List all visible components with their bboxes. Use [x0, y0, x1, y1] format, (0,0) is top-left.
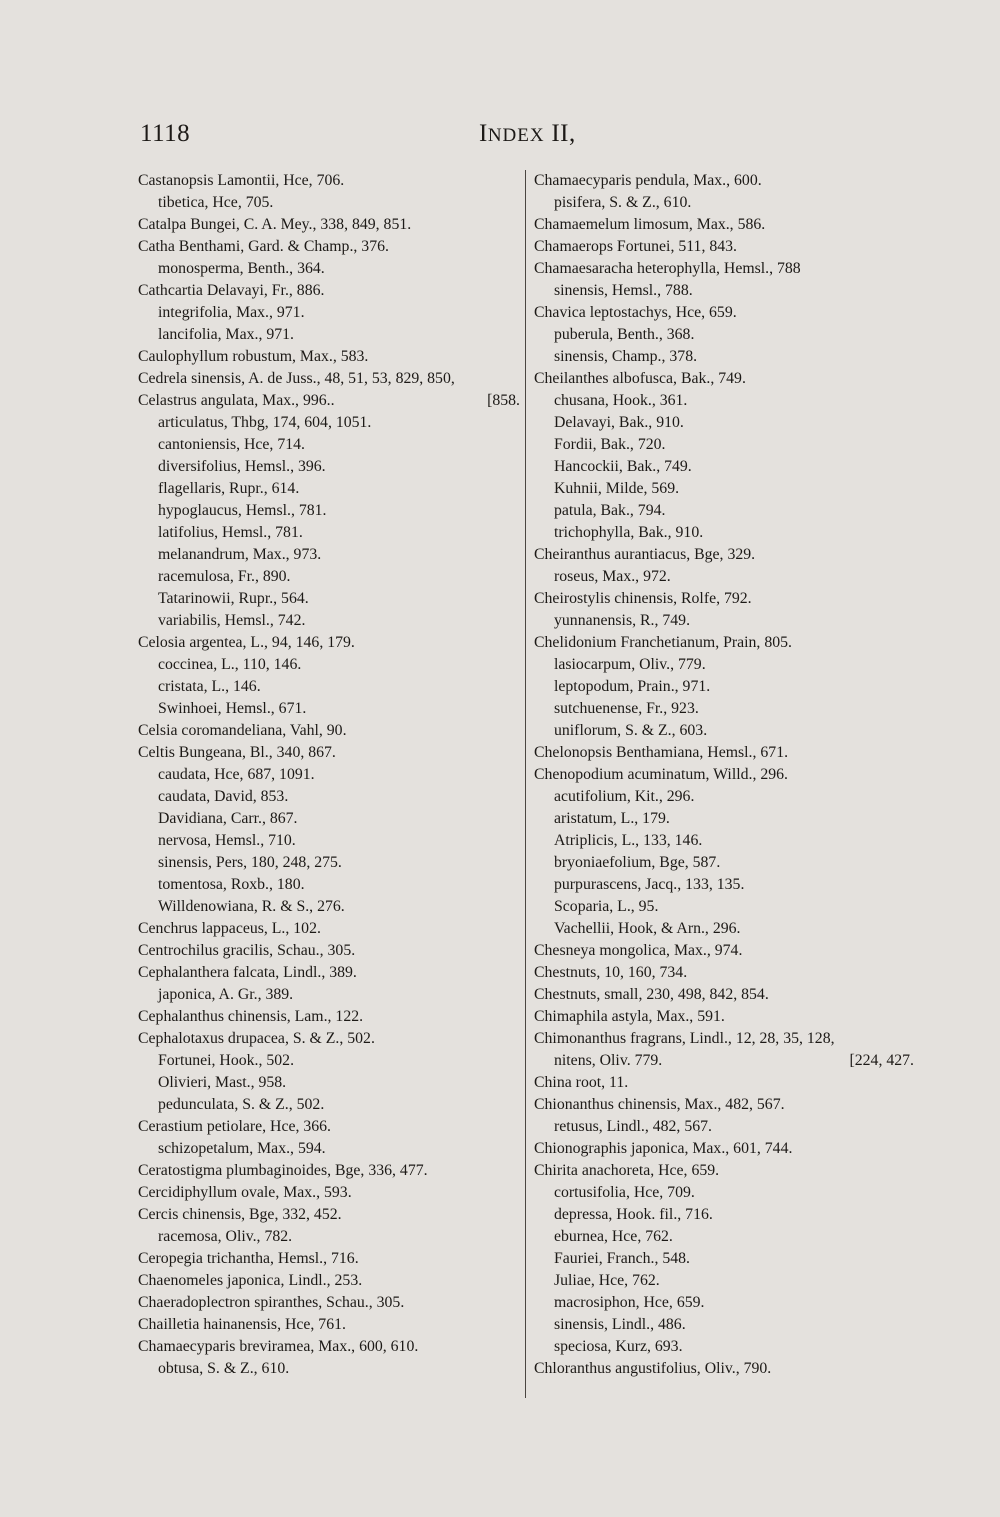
index-entry-text: cortusifolia, Hce, 709.	[554, 1184, 695, 1201]
index-entry-text: articulatus, Thbg, 174, 604, 1051.	[158, 414, 372, 431]
index-entry	[138, 808, 520, 830]
index-entry-text: Scoparia, L., 95.	[554, 898, 659, 915]
index-entry	[534, 434, 914, 456]
index-entry-text: flagellaris, Rupr., 614.	[158, 480, 300, 497]
index-entry-text: Chestnuts, 10, 160, 734.	[534, 964, 688, 981]
index-entry	[138, 1094, 520, 1116]
index-entry	[138, 192, 520, 214]
index-entry-text: acutifolium, Kit., 296.	[554, 788, 695, 805]
index-column-right	[534, 170, 914, 1380]
index-entry-text: Chamaecyparis pendula, Max., 600.	[534, 172, 762, 189]
index-entry	[138, 258, 520, 280]
index-entry	[534, 1072, 914, 1094]
index-entry	[534, 544, 914, 566]
index-entry-text: Willdenowiana, R. & S., 276.	[158, 898, 345, 915]
index-entry-text: nervosa, Hemsl., 710.	[158, 832, 296, 849]
index-entry	[534, 1292, 914, 1314]
index-entry	[534, 1270, 914, 1292]
index-entry-text: Kuhnii, Milde, 569.	[554, 480, 680, 497]
index-entry-text: tibetica, Hce, 705.	[158, 194, 274, 211]
index-entry	[138, 1160, 520, 1182]
index-entry	[534, 1116, 914, 1138]
index-entry	[138, 610, 520, 632]
index-entry-text: caudata, David, 853.	[158, 788, 289, 805]
index-entry-text: Cathcartia Delavayi, Fr., 886.	[138, 282, 325, 299]
index-entry-text: chusana, Hook., 361.	[554, 392, 688, 409]
index-entry	[534, 632, 914, 654]
index-entry	[138, 764, 520, 786]
running-head	[479, 120, 576, 148]
index-entry-text: racemulosa, Fr., 890.	[158, 568, 291, 585]
index-entry	[534, 302, 914, 324]
index-entry	[138, 654, 520, 676]
index-entry	[138, 478, 520, 500]
index-entry-continuation: [224, 427.	[849, 1052, 914, 1069]
index-entry-text: sutchuenense, Fr., 923.	[554, 700, 699, 717]
index-entry-text: Cheilanthes albofusca, Bak., 749.	[534, 370, 746, 387]
index-entry-text: Caulophyllum robustum, Max., 583.	[138, 348, 369, 365]
running-head-initial: I	[479, 120, 488, 147]
index-entry	[534, 1050, 914, 1072]
index-entry	[534, 566, 914, 588]
index-entry-text: Chamaesaracha heterophylla, Hemsl., 788	[534, 260, 801, 277]
index-entry	[138, 1292, 520, 1314]
index-entry	[534, 236, 914, 258]
index-entry-text: Chirita anachoreta, Hce, 659.	[534, 1162, 720, 1179]
index-entry-text: Celosia argentea, L., 94, 146, 179.	[138, 634, 355, 651]
index-entry-text: Delavayi, Bak., 910.	[554, 414, 684, 431]
index-entry	[534, 258, 914, 280]
index-entry	[138, 1006, 520, 1028]
index-entry	[138, 676, 520, 698]
index-entry	[534, 940, 914, 962]
index-entry-text: Chaenomeles japonica, Lindl., 253.	[138, 1272, 363, 1289]
index-entry	[534, 324, 914, 346]
index-entry-text: Tatarinowii, Rupr., 564.	[158, 590, 309, 607]
index-entry-text: Chionanthus chinensis, Max., 482, 567.	[534, 1096, 785, 1113]
index-entry-text: tomentosa, Roxb., 180.	[158, 876, 305, 893]
index-entry-text: Chamaecyparis breviramea, Max., 600, 610.	[138, 1338, 419, 1355]
index-entry	[138, 852, 520, 874]
index-entry-text: Chamaemelum limosum, Max., 586.	[534, 216, 766, 233]
index-entry-text: yunnanensis, R., 749.	[554, 612, 691, 629]
index-entry	[138, 1050, 520, 1072]
index-column-left	[138, 170, 520, 1380]
index-entry-text: sinensis, Lindl., 486.	[554, 1316, 686, 1333]
index-entry-text: aristatum, L., 179.	[554, 810, 670, 827]
index-entry	[534, 1160, 914, 1182]
index-entry	[138, 962, 520, 984]
index-entry-text: Hancockii, Bak., 749.	[554, 458, 692, 475]
index-entry-text: Juliae, Hce, 762.	[554, 1272, 660, 1289]
index-entry-text: Castanopsis Lamontii, Hce, 706.	[138, 172, 345, 189]
index-entry	[534, 1314, 914, 1336]
index-entry-text: integrifolia, Max., 971.	[158, 304, 305, 321]
index-entry	[138, 214, 520, 236]
index-entry-text: Cephalanthera falcata, Lindl., 389.	[138, 964, 357, 981]
index-entry	[138, 632, 520, 654]
index-entry	[534, 1028, 914, 1050]
index-entry	[138, 456, 520, 478]
index-entry-text: sinensis, Champ., 378.	[554, 348, 698, 365]
index-entry	[138, 280, 520, 302]
index-entry-text: racemosa, Oliv., 782.	[158, 1228, 293, 1245]
running-head-rest: NDEX	[487, 125, 545, 146]
index-entry	[138, 434, 520, 456]
index-entry	[534, 456, 914, 478]
index-entry-text: Cheirostylis chinensis, Rolfe, 792.	[534, 590, 752, 607]
index-entry	[138, 1116, 520, 1138]
index-entry-text: Cephalanthus chinensis, Lam., 122.	[138, 1008, 364, 1025]
index-entry-text: Cercidiphyllum ovale, Max., 593.	[138, 1184, 352, 1201]
index-entry	[138, 1138, 520, 1160]
index-entry	[138, 698, 520, 720]
index-entry	[138, 896, 520, 918]
index-entry-text: japonica, A. Gr., 389.	[158, 986, 294, 1003]
index-entry-text: Chimonanthus fragrans, Lindl., 12, 28, 35, 128,	[534, 1030, 835, 1047]
index-entry-text: purpurascens, Jacq., 133, 135.	[554, 876, 745, 893]
index-entry	[534, 522, 914, 544]
index-entry	[534, 1006, 914, 1028]
index-entry-text: Olivieri, Mast., 958.	[158, 1074, 287, 1091]
index-entry	[138, 918, 520, 940]
index-entry	[534, 412, 914, 434]
index-entry-text: Fauriei, Franch., 548.	[554, 1250, 691, 1267]
index-entry	[138, 236, 520, 258]
index-entry-text: Catalpa Bungei, C. A. Mey., 338, 849, 851.	[138, 216, 412, 233]
index-entry	[138, 1336, 520, 1358]
index-entry-text: macrosiphon, Hce, 659.	[554, 1294, 705, 1311]
index-entry-text: Chionographis japonica, Max., 601, 744.	[534, 1140, 793, 1157]
index-entry	[534, 1336, 914, 1358]
index-entry-text: latifolius, Hemsl., 781.	[158, 524, 303, 541]
index-entry	[138, 566, 520, 588]
index-entry	[138, 346, 520, 368]
index-entry-text: China root, 11.	[534, 1074, 629, 1091]
index-entry	[534, 500, 914, 522]
index-entry-text: hypoglaucus, Hemsl., 781.	[158, 502, 327, 519]
index-entry-text: sinensis, Hemsl., 788.	[554, 282, 693, 299]
index-entry	[534, 808, 914, 830]
index-entry-text: roseus, Max., 972.	[554, 568, 671, 585]
index-entry-text: Celastrus angulata, Max., 996..	[138, 392, 335, 409]
index-entry-text: cantoniensis, Hce, 714.	[158, 436, 305, 453]
index-entry	[138, 544, 520, 566]
index-entry	[534, 280, 914, 302]
index-entry	[138, 500, 520, 522]
index-entry-text: Chelonopsis Benthamiana, Hemsl., 671.	[534, 744, 789, 761]
index-entry-text: Davidiana, Carr., 867.	[158, 810, 298, 827]
index-entry-text: Chavica leptostachys, Hce, 659.	[534, 304, 737, 321]
index-entry	[534, 610, 914, 632]
index-entry-text: Cheiranthus aurantiacus, Bge, 329.	[534, 546, 756, 563]
index-entry-text: Chestnuts, small, 230, 498, 842, 854.	[534, 986, 769, 1003]
index-entry	[534, 588, 914, 610]
index-entry	[534, 874, 914, 896]
index-entry-text: Chimaphila astyla, Max., 591.	[534, 1008, 725, 1025]
index-entry	[138, 170, 520, 192]
index-entry	[534, 390, 914, 412]
index-entry-text: monosperma, Benth., 364.	[158, 260, 325, 277]
index-entry-text: variabilis, Hemsl., 742.	[158, 612, 306, 629]
index-entry	[138, 412, 520, 434]
index-entry	[138, 1270, 520, 1292]
index-entry-text: pedunculata, S. & Z., 502.	[158, 1096, 325, 1113]
index-entry	[534, 170, 914, 192]
index-entry	[534, 962, 914, 984]
index-entry	[534, 896, 914, 918]
index-entry-text: sinensis, Pers, 180, 248, 275.	[158, 854, 342, 871]
index-entry-text: uniflorum, S. & Z., 603.	[554, 722, 708, 739]
index-entry-text: Celsia coromandeliana, Vahl, 90.	[138, 722, 347, 739]
index-entry	[138, 1226, 520, 1248]
index-entry	[534, 368, 914, 390]
index-entry	[534, 720, 914, 742]
index-entry-text: cristata, L., 146.	[158, 678, 261, 695]
index-entry-text: Chelidonium Franchetianum, Prain, 805.	[534, 634, 792, 651]
index-entry-text: speciosa, Kurz, 693.	[554, 1338, 683, 1355]
index-entry-text: eburnea, Hce, 762.	[554, 1228, 673, 1245]
index-entry	[138, 588, 520, 610]
index-entry-text: Chenopodium acuminatum, Willd., 296.	[534, 766, 788, 783]
index-entry-text: Chloranthus angustifolius, Oliv., 790.	[534, 1360, 772, 1377]
index-entry	[534, 478, 914, 500]
index-entry	[138, 940, 520, 962]
index-entry	[138, 1072, 520, 1094]
index-entry-text: nitens, Oliv. 779.	[554, 1052, 663, 1069]
index-entry-text: melanandrum, Max., 973.	[158, 546, 322, 563]
index-entry-text: lancifolia, Max., 971.	[158, 326, 294, 343]
index-entry-text: Chamaerops Fortunei, 511, 843.	[534, 238, 737, 255]
index-entry	[534, 984, 914, 1006]
index-entry-text: patula, Bak., 794.	[554, 502, 666, 519]
index-entry-text: obtusa, S. & Z., 610.	[158, 1360, 290, 1377]
index-entry-text: Chailletia hainanensis, Hce, 761.	[138, 1316, 346, 1333]
index-entry	[534, 192, 914, 214]
index-entry	[534, 1204, 914, 1226]
index-entry-text: Centrochilus gracilis, Schau., 305.	[138, 942, 356, 959]
index-entry-text: Cerastium petiolare, Hce, 366.	[138, 1118, 332, 1135]
index-entry	[138, 1182, 520, 1204]
index-entry-text: Fordii, Bak., 720.	[554, 436, 666, 453]
index-entry	[138, 1314, 520, 1336]
index-entry-text: pisifera, S. & Z., 610.	[554, 194, 692, 211]
index-entry-text: Fortunei, Hook., 502.	[158, 1052, 295, 1069]
index-entry	[138, 1358, 520, 1380]
index-entry	[534, 214, 914, 236]
index-entry	[534, 764, 914, 786]
index-entry-text: coccinea, L., 110, 146.	[158, 656, 302, 673]
index-entry-text: Cedrela sinensis, A. de Juss., 48, 51, 53, 829, 850,	[138, 370, 455, 387]
index-entry-text: depressa, Hook. fil., 716.	[554, 1206, 713, 1223]
index-entry	[534, 918, 914, 940]
index-entry-text: Cenchrus lappaceus, L., 102.	[138, 920, 321, 937]
index-entry	[138, 786, 520, 808]
index-entry-text: Ceropegia trichantha, Hemsl., 716.	[138, 1250, 359, 1267]
index-entry-text: retusus, Lindl., 482, 567.	[554, 1118, 712, 1135]
index-entry-text: Vachellii, Hook, & Arn., 296.	[554, 920, 741, 937]
index-entry	[138, 324, 520, 346]
index-entry	[534, 346, 914, 368]
index-entry-text: Chesneya mongolica, Max., 974.	[534, 942, 743, 959]
index-entry	[138, 874, 520, 896]
index-entry	[138, 368, 520, 390]
index-entry	[534, 1138, 914, 1160]
index-entry	[138, 984, 520, 1006]
index-entry	[534, 786, 914, 808]
index-entry-text: Chaeradoplectron spiranthes, Schau., 305.	[138, 1294, 405, 1311]
index-entry	[534, 742, 914, 764]
index-entry-continuation: [858.	[487, 392, 520, 409]
index-entry-text: Cercis chinensis, Bge, 332, 452.	[138, 1206, 342, 1223]
index-entry-text: puberula, Benth., 368.	[554, 326, 695, 343]
index-entry	[534, 830, 914, 852]
index-entry	[534, 1182, 914, 1204]
index-entry	[138, 1028, 520, 1050]
page-number: 1118	[140, 120, 191, 147]
index-entry	[534, 1094, 914, 1116]
index-entry-text: Catha Benthami, Gard. & Champ., 376.	[138, 238, 389, 255]
index-entry	[534, 1358, 914, 1380]
index-entry	[138, 522, 520, 544]
index-entry-text: Swinhoei, Hemsl., 671.	[158, 700, 307, 717]
index-entry	[138, 390, 520, 412]
index-entry	[534, 676, 914, 698]
index-entry-text: lasiocarpum, Oliv., 779.	[554, 656, 706, 673]
index-entry-text: leptopodum, Prain., 971.	[554, 678, 711, 695]
index-entry-text: Celtis Bungeana, Bl., 340, 867.	[138, 744, 336, 761]
index-entry	[138, 1204, 520, 1226]
index-entry-text: caudata, Hce, 687, 1091.	[158, 766, 315, 783]
index-entry	[534, 1248, 914, 1270]
index-entry	[138, 830, 520, 852]
index-entry	[138, 1248, 520, 1270]
index-entry-text: schizopetalum, Max., 594.	[158, 1140, 326, 1157]
index-entry-text: Ceratostigma plumbaginoides, Bge, 336, 477.	[138, 1162, 428, 1179]
index-entry-text: bryoniaefolium, Bge, 587.	[554, 854, 721, 871]
running-head-suffix: II,	[544, 120, 576, 147]
index-entry	[138, 720, 520, 742]
index-entry	[534, 852, 914, 874]
index-entry-text: diversifolius, Hemsl., 396.	[158, 458, 326, 475]
index-entry	[534, 654, 914, 676]
index-entry-text: Atriplicis, L., 133, 146.	[554, 832, 703, 849]
index-entry-text: Cephalotaxus drupacea, S. & Z., 502.	[138, 1030, 375, 1047]
index-entry	[534, 1226, 914, 1248]
index-entry	[138, 302, 520, 324]
column-divider	[525, 170, 526, 1398]
index-entry	[534, 698, 914, 720]
index-entry-text: trichophylla, Bak., 910.	[554, 524, 704, 541]
index-entry	[138, 742, 520, 764]
